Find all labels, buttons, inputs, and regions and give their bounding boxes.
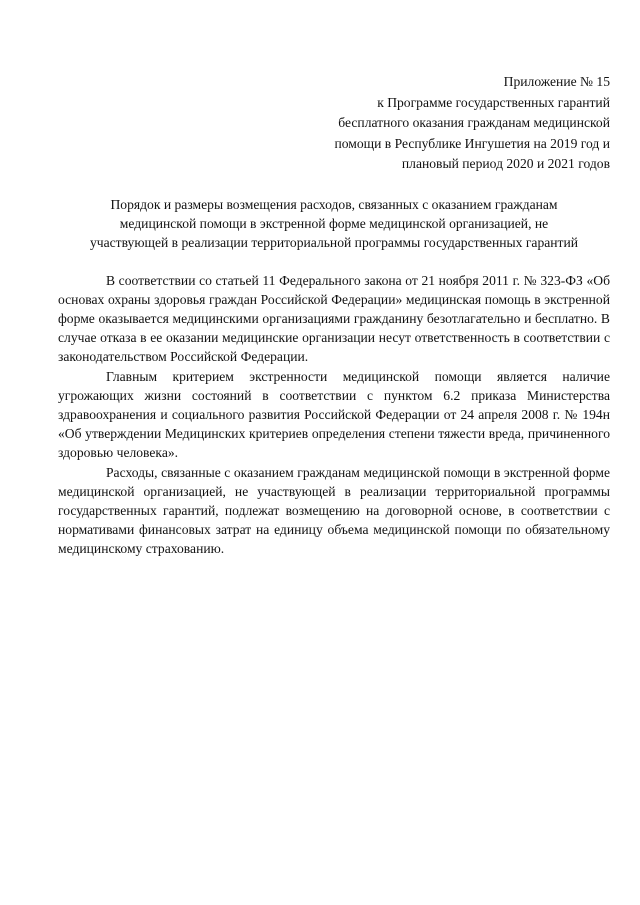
appendix-line: к Программе государственных гарантий [377, 94, 610, 110]
appendix-line: помощи в Республике Ингушетия на 2019 год и [334, 135, 610, 151]
title-line: медицинской помощи в экстренной форме медицинской организацией, не [119, 215, 549, 231]
appendix-line: плановый период 2020 и 2021 годов [401, 156, 610, 171]
appendix-header [58, 72, 610, 175]
appendix-number: Приложение № 15 [503, 74, 610, 89]
paragraph-reimbursement: Расходы, связанные с оказанием гражданам медицинской помощи в экстренной форме медицинской организацией, не участвующей в реализации территориальной программы государственных гарантий, подлежат возмещению на договорной основе, в соответствии с нормативами финансовых затрат на единицу объема медицинской помощи по обязательному медицинскому страхованию. [58, 464, 610, 557]
document-title [58, 195, 610, 252]
appendix-line: бесплатного оказания гражданам медицинской [338, 115, 610, 130]
paragraph-legal-basis: В соответствии со статьей 11 Федерального закона от 21 ноября 2011 г. № 323-ФЗ «Об основах охраны здоровья граждан Российской Федерации» медицинская помощь в экстренной форме оказывается медицинскими организациями гражданину безотлагательно и бесплатно. В случае отказа в ее оказании медицинские организации несут ответственность в соответствии с законодательством Российской Федерации. [58, 272, 610, 365]
title-line: участвующей в реализации территориальной программы государственных гарантий [89, 234, 579, 250]
title-line: Порядок и размеры возмещения расходов, связанных с оказанием гражданам [110, 196, 558, 212]
document-body [58, 271, 610, 559]
paragraph-emergency-criterion: Главным критерием экстренности медицинской помощи является наличие угрожающих жизни состояний в соответствии с пунктом 6.2 приказа Министерства здравоохранения и социального развития Российской Федерации от 24 апреля 2008 г. № 194н «Об утверждении Медицинских критериев определения степени тяжести вреда, причиненного здоровью человека». [58, 368, 610, 461]
